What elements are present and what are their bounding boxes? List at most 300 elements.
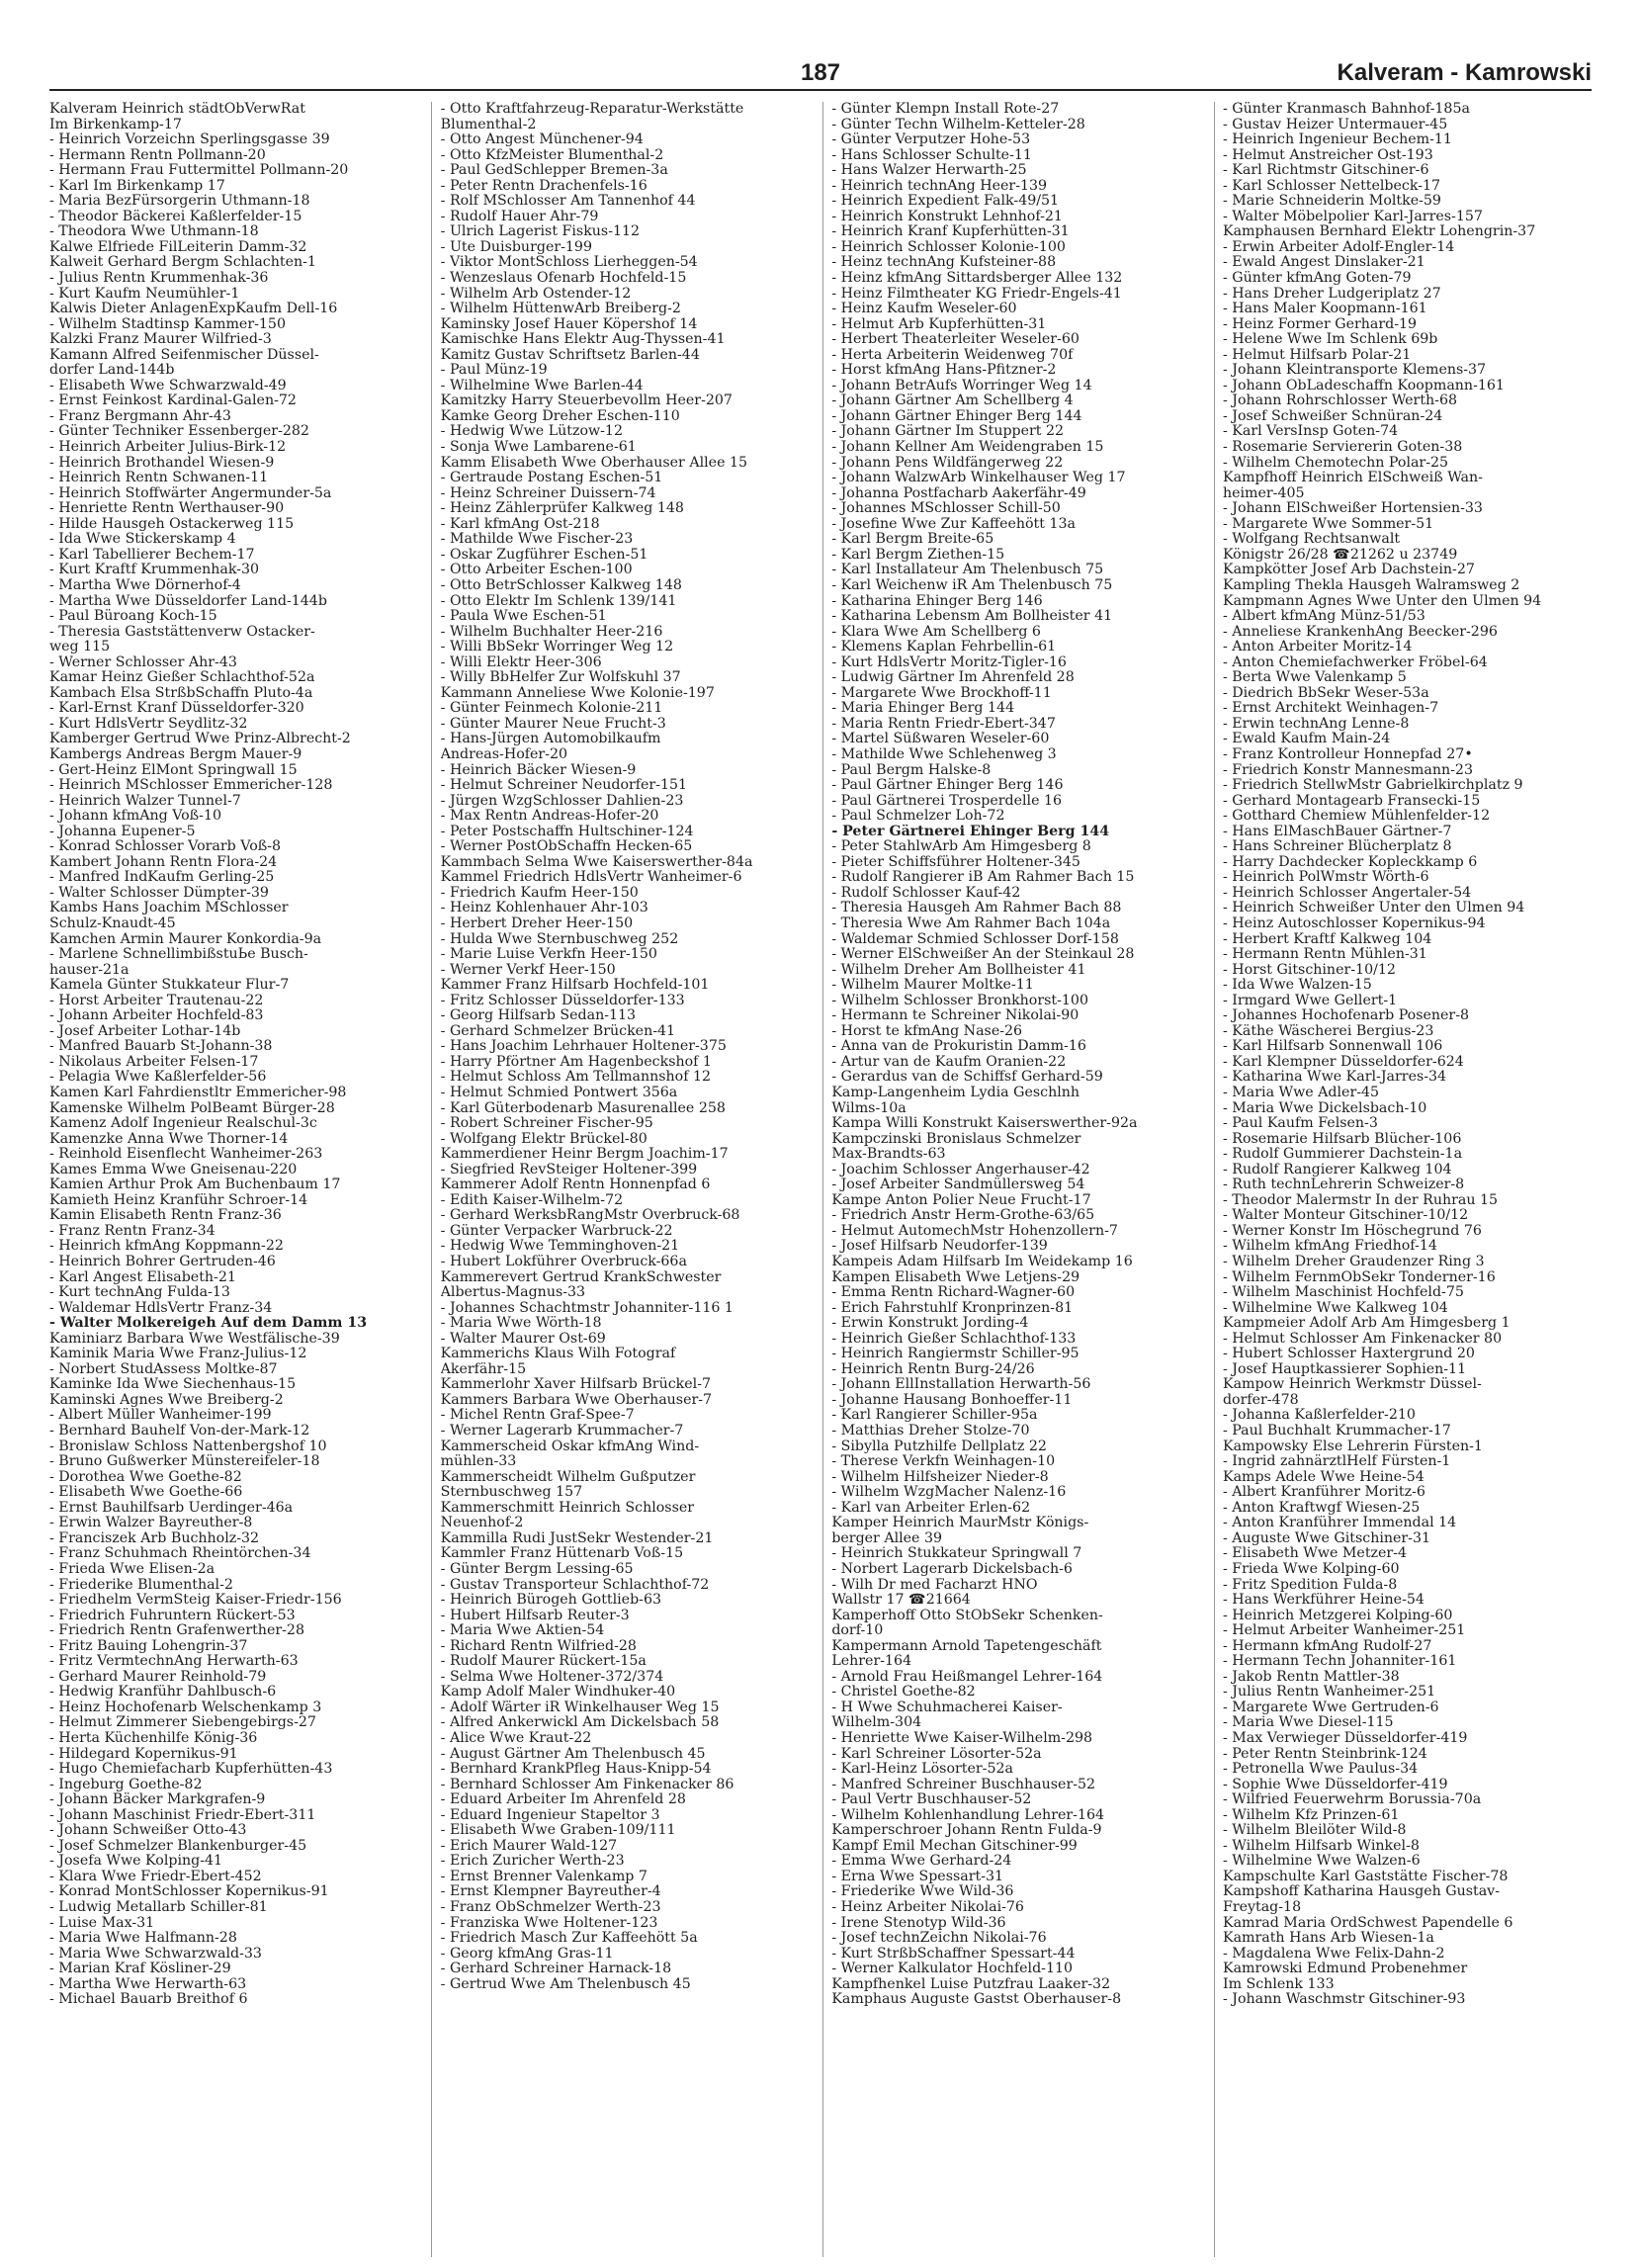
directory-entry: - Johann Bäcker Markgrafen-9 (49, 1792, 266, 1808)
directory-entry: Kaminski Agnes Wwe Breiberg-2 (49, 1392, 284, 1408)
directory-entry: - Petronella Wwe Paulus-34 (1222, 1762, 1419, 1778)
directory-entry: - Georg Hilfsarb Sedan-113 (440, 1008, 637, 1024)
directory-entry: - Heinrich Schlosser Angertaler-54 (1222, 885, 1472, 901)
directory-entry: Kammers Barbara Wwe Oberhauser-7 (440, 1392, 713, 1408)
directory-entry: berger Allee 39 (831, 1530, 943, 1546)
directory-entry: - Wilhelm HüttenwArb Breiberg-2 (440, 302, 681, 317)
directory-entry: - Paul Münz-19 (440, 363, 548, 379)
directory-entry: - Wolfgang Rechtsanwalt (1222, 532, 1401, 548)
directory-entry: - Heinrich Bürogeh Gottlieb-63 (440, 1593, 662, 1609)
directory-entry: Kamphaus Auguste Gastst Oberhauser-8 (831, 1992, 1122, 2008)
directory-entry: - Friedrich Rentn Grafenwerther-28 (49, 1623, 304, 1639)
directory-entry: - Karl Hilfsarb Sonnenwall 106 (1222, 1039, 1443, 1055)
directory-entry: - Wilhelmine Wwe Walzen-6 (1222, 1854, 1421, 1870)
directory-entry: Kambergs Andreas Bergm Mauer-9 (49, 746, 302, 762)
directory-entry: - Henriette Wwe Kaiser-Wilhelm-298 (831, 1730, 1093, 1746)
directory-entry: - Werner Lagerarb Krummacher-7 (440, 1424, 684, 1439)
directory-entry: Kammilla Rudi JustSekr Westender-21 (440, 1530, 714, 1546)
directory-entry: - Heinrich Bäcker Wiesen-9 (440, 762, 637, 778)
directory-entry: Kampschulte Karl Gaststätte Fischer-78 (1222, 1869, 1509, 1884)
page-number: 187 (800, 59, 841, 86)
directory-entry: - Emma Wwe Gerhard-24 (831, 1854, 1012, 1870)
directory-entry: - Paula Wwe Eschen-51 (440, 609, 607, 625)
directory-entry: - Günter Techniker Essenberger-282 (49, 424, 309, 440)
directory-entry: - Sophie Wwe Düsseldorfer-419 (1222, 1777, 1448, 1792)
directory-entry: - Karl Schreiner Lösorter-52a (831, 1746, 1042, 1762)
directory-entry: - Luise Max-31 (49, 1915, 155, 1931)
directory-entry: - Hermann Techn Johanniter-161 (1222, 1654, 1457, 1670)
directory-entry: - Ulrich Lagerist Fiskus-112 (440, 224, 641, 240)
directory-entry: - Wilhelm Arb Ostender-12 (440, 286, 632, 302)
directory-entry: - Helmut Zimmerer Siebengebirgs-27 (49, 1715, 316, 1731)
directory-entry: - Artur van de Kaufm Oranien-22 (831, 1054, 1067, 1070)
directory-entry: Kamrowski Edmund Probenehmer (1222, 1962, 1468, 1977)
directory-entry: - Robert Schreiner Fischer-95 (440, 1116, 653, 1132)
directory-entry: - Ida Wwe Walzen-15 (1222, 978, 1372, 994)
directory-entry: - Heinrich Konstrukt Lehnhof-21 (831, 209, 1063, 224)
directory-entry: - Johann WalzwArb Winkelhauser Weg 17 (831, 471, 1126, 486)
directory-entry: Kalweit Gerhard Bergm Schlachten-1 (49, 255, 316, 271)
directory-entry: - Franciszek Arb Buchholz-32 (49, 1530, 260, 1546)
directory-entry: - Wilhelm Hilfsheizer Nieder-8 (831, 1469, 1049, 1485)
directory-entry: - Käthe Wäscherei Bergius-23 (1222, 1023, 1434, 1039)
directory-entry: Kamar Heinz Gießer Schlachthof-52a (49, 670, 315, 686)
directory-entry: - Manfred IndKaufm Gerling-25 (49, 870, 275, 886)
directory-entry: - Diedrich BbSekr Weser-53a (1222, 685, 1429, 701)
directory-entry: - Günter Klempn Install Rote-27 (831, 102, 1060, 117)
directory-entry: Kamen Karl Fahrdienstltr Emmericher-98 (49, 1086, 347, 1100)
directory-entry: - Nikolaus Arbeiter Felsen-17 (49, 1054, 259, 1070)
directory-entry: - Jakob Rentn Mattler-38 (1222, 1669, 1400, 1685)
directory-entry: - Karl Bergm Breite-65 (831, 532, 994, 548)
directory-entry: - Adolf Wärter iR Winkelhauser Weg 15 (440, 1700, 720, 1715)
directory-entry: - Gerhard Maurer Reinhold-79 (49, 1669, 267, 1685)
directory-entry: - Auguste Wwe Gitschiner-31 (1222, 1530, 1431, 1546)
directory-entry: - Karl Weichenw iR Am Thelenbusch 75 (831, 577, 1113, 593)
directory-entry: - Anneliese KrankenhAng Beecker-296 (1222, 624, 1498, 640)
directory-entry: - Franz Schuhmach Rheintörchen-34 (49, 1546, 311, 1562)
directory-entry: - Martha Wwe Herwarth-63 (49, 1976, 247, 1992)
directory-entry: - Heinrich Expedient Falk-49/51 (831, 194, 1060, 210)
directory-entry: Kamp Adolf Maler Windhuker-40 (440, 1685, 676, 1701)
directory-entry: - Walter Möbelpolier Karl-Jarres-157 (1222, 209, 1483, 224)
directory-entry: - Friederike Wwe Wild-36 (831, 1884, 1014, 1900)
directory-entry: Kamenz Adolf Ingenieur Realschul-3c (49, 1116, 317, 1132)
directory-entry: - Helmut Arb Kupferhütten-31 (831, 316, 1047, 332)
directory-entry: - Waldemar Schmied Schlosser Dorf-158 (831, 931, 1119, 947)
directory-entry: - Hans Maler Koopmann-161 (1222, 302, 1427, 317)
directory-entry: - Heinrich Rangiermstr Schiller-95 (831, 1347, 1080, 1362)
directory-entry: - Heinrich Rentn Schwanen-11 (49, 471, 269, 486)
directory-entry: - Friedrich Konstr Mannesmann-23 (1222, 762, 1473, 778)
directory-entry: - Theresia Hausgeh Am Rahmer Bach 88 (831, 901, 1122, 916)
directory-entry: - Harry Pförtner Am Hagenbeckshof 1 (440, 1054, 712, 1070)
directory-entry: - Anna van de Prokuristin Damm-16 (831, 1039, 1086, 1055)
directory-column-4 (1223, 102, 1597, 2257)
directory-entry: - Erwin Walzer Bayreuther-8 (49, 1516, 253, 1531)
directory-entry: - Therese Verkfn Weinhagen-10 (831, 1454, 1056, 1470)
directory-entry: mühlen-33 (440, 1454, 517, 1470)
directory-entry: Lehrer-164 (831, 1654, 912, 1670)
directory-entry: - Gustav Heizer Untermauer-45 (1222, 117, 1448, 132)
directory-entry: Blumenthal-2 (440, 117, 537, 132)
directory-entry: - Anton Kranführer Immendal 14 (1222, 1516, 1457, 1531)
directory-entry: - Herbert Theaterleiter Weseler-60 (831, 332, 1080, 348)
directory-entry: - Maria Wwe Wörth-18 (440, 1316, 602, 1332)
directory-column-3 (831, 102, 1205, 2257)
directory-entry: - Günter Bergm Lessing-65 (440, 1561, 634, 1577)
directory-entry: - Johann Waschmstr Gitschiner-93 (1222, 1992, 1466, 2008)
directory-entry: Kammerevert Gertrud KrankSchwester (440, 1269, 722, 1285)
directory-entry: - Heinrich PolWmstr Wörth-6 (1222, 870, 1429, 886)
directory-entry: Kampling Thekla Hausgeh Walramsweg 2 (1222, 577, 1520, 593)
directory-entry: - Paul Gärtner Ehinger Berg 146 (831, 778, 1064, 794)
directory-entry: - Theodor Malermstr In der Ruhrau 15 (1222, 1192, 1499, 1208)
directory-entry: - Selma Wwe Holtener-372/374 (440, 1669, 664, 1685)
directory-entry: - Gustav Transporteur Schlachthof-72 (440, 1577, 710, 1593)
directory-entry: - Hans ElMaschBauer Gärtner-7 (1222, 824, 1452, 839)
directory-entry: dorfer Land-144b (49, 363, 175, 379)
directory-entry: - Heinrich Rentn Burg-24/26 (831, 1361, 1035, 1377)
directory-entry: - Wilhelm Chemotechn Polar-25 (1222, 455, 1449, 471)
directory-entry: - Karl Installateur Am Thelenbusch 75 (831, 563, 1104, 578)
directory-entry: Kamm Elisabeth Wwe Oberhauser Allee 15 (440, 455, 748, 471)
directory-entry: - Paul Schmelzer Loh-72 (831, 809, 1005, 825)
directory-entry: - Johannes Schachtmstr Johanniter-116 1 (440, 1300, 734, 1316)
directory-entry: - Bruno Gußwerker Münstereifeler-18 (49, 1454, 320, 1470)
directory-entry: Kampmeier Adolf Arb Am Himgesberg 1 (1222, 1316, 1511, 1332)
directory-entry: - Rudolf Rangierer iB Am Rahmer Bach 15 (831, 870, 1135, 886)
directory-entry: - Ingrid zahnärztlHelf Fürsten-1 (1222, 1454, 1451, 1470)
directory-entry: Kamann Alfred Seifenmischer Düssel- (49, 347, 319, 363)
directory-entry: Kamitz Gustav Schriftsetz Barlen-44 (440, 347, 700, 363)
directory-entry: hauser-21a (49, 962, 130, 978)
directory-entry: Kammerichs Klaus Wilh Fotograf (440, 1347, 676, 1362)
directory-entry: - Mathilde Wwe Fischer-23 (440, 532, 634, 548)
directory-entry: - Albert Kranführer Moritz-6 (1222, 1485, 1425, 1501)
directory-entry: - Ernst Klempner Bayreuther-4 (440, 1884, 661, 1900)
directory-entry: - Hermann Frau Futtermittel Pollmann-20 (49, 163, 349, 179)
directory-entry: - Paul Bergm Halske-8 (831, 762, 992, 778)
directory-entry: Kamela Günter Stukkateur Flur-7 (49, 978, 290, 994)
directory-entry: Kammbach Selma Wwe Kaiserswerther-84a (440, 854, 753, 870)
directory-entry: - Friedrich Kaufm Heer-150 (440, 885, 639, 901)
directory-entry: - Herbert Dreher Heer-150 (440, 916, 634, 931)
directory-entry: Kamke Georg Dreher Eschen-110 (440, 408, 680, 424)
directory-entry: Kampmann Agnes Wwe Unter den Ulmen 94 (1222, 593, 1542, 609)
directory-entry: - Otto Elektr Im Schlenk 139/141 (440, 593, 677, 609)
directory-entry: - Walter Maurer Ost-69 (440, 1331, 606, 1347)
directory-entry: - Heinz kfmAng Sittardsberger Allee 132 (831, 271, 1123, 287)
directory-entry: - Wilhelmine Wwe Barlen-44 (440, 378, 644, 393)
directory-entry: - Viktor MontSchloss Lierheggen-54 (440, 255, 698, 271)
directory-entry: - Julius Rentn Wanheimer-251 (1222, 1685, 1436, 1701)
directory-entry: Kamin Elisabeth Rentn Franz-36 (49, 1208, 282, 1224)
directory-entry: - Gerhard Montagearb Franseckі-15 (1222, 793, 1481, 809)
directory-entry: - Karl Klempner Düsseldorfer-624 (1222, 1054, 1464, 1070)
directory-entry: Neuenhof-2 (440, 1516, 524, 1531)
directory-entry: - Herta Arbeiterin Weidenweg 70f (831, 347, 1074, 363)
directory-entry: - Margarete Wwe Brockhoff-11 (831, 685, 1052, 701)
directory-entry: Kalwe Elfriede FilLeiterin Damm-32 (49, 239, 307, 255)
directory-entry: - Johannes MSchlosser Schill-50 (831, 501, 1061, 517)
directory-entry: - Rosemarie Serviererin Goten-38 (1222, 440, 1463, 456)
directory-entry: - Walter Monteur Gitschiner-10/12 (1222, 1208, 1469, 1224)
directory-entry: - Wilhelm WzgMacher Nalenz-16 (831, 1485, 1067, 1501)
directory-entry: Kaminke Ida Wwe Siechenhaus-15 (49, 1377, 297, 1393)
directory-entry: - Berta Wwe Valenkamp 5 (1222, 670, 1407, 686)
directory-entry: Kamphausen Bernhard Elektr Lohengrin-37 (1222, 224, 1536, 240)
directory-entry: - Erna Wwe Spessart-31 (831, 1869, 1004, 1884)
directory-entry: - Heinz Hochofenarb Welschenkamp 3 (49, 1700, 322, 1715)
directory-entry: - Maria Wwe Aktien-54 (440, 1623, 605, 1639)
directory-entry: Kamps Adele Wwe Heine-54 (1222, 1469, 1425, 1485)
directory-entry: - Heinz Kaufm Weseler-60 (831, 302, 1017, 317)
directory-entry: - Peter StahlwArb Am Himgesberg 8 (831, 839, 1091, 855)
directory-entry: - Wilhelm FernmObSekr Tonderner-16 (1222, 1269, 1496, 1285)
directory-entry: - Horst te kfmAng Nase-26 (831, 1023, 1023, 1039)
directory-entry: - Frieda Wwe Kolping-60 (1222, 1561, 1400, 1577)
directory-entry: Kammerer Adolf Rentn Honnenpfad 6 (440, 1178, 711, 1193)
directory-entry: - Heinz Filmtheater KG Friedr-Engels-41 (831, 286, 1122, 302)
directory-entry: - Theresia Wwe Am Rahmer Bach 104a (831, 916, 1111, 931)
directory-entry: - Hermann Rentn Mühlen-31 (1222, 947, 1427, 963)
directory-entry: - Marlene SchnellimbißstuЬe Busch- (49, 947, 308, 963)
directory-entry: Kamper Heinrich MaurMstr Königs- (831, 1516, 1089, 1531)
directory-entry: - Manfred Schreiner Buschhauser-52 (831, 1777, 1096, 1792)
directory-entry: - Fritz Bauing Lohengrin-37 (49, 1638, 248, 1654)
directory-entry: - Helmut Schloss Am Tellmannshof 12 (440, 1070, 712, 1086)
directory-entry: - Heinrich Brothandel Wiesen-9 (49, 455, 275, 471)
directory-entry: Kaminiarz Barbara Wwe Westfälische-39 (49, 1331, 340, 1347)
directory-entry: - Werner ElSchweißer An der Steinkaul 28 (831, 947, 1135, 963)
directory-entry: - Maria Ehinger Berg 144 (831, 701, 1015, 717)
directory-entry: - Rudolf Hauer Ahr-79 (440, 209, 599, 224)
directory-entry: - H Wwe Schuhmacherei Kaiser- (831, 1700, 1063, 1715)
directory-entry: - Pelagia Wwe Kaßlerfelder-56 (49, 1070, 267, 1086)
directory-entry: - Henriette Rentn Werthauser-90 (49, 501, 285, 517)
directory-entry: - Hubert Hilfsarb Reuter-3 (440, 1608, 630, 1623)
directory-entry: Albertus-Magnus-33 (440, 1285, 586, 1301)
directory-entry: - Karl Schlosser Nettelbeck-17 (1222, 178, 1441, 194)
directory-entry: heimer-405 (1222, 485, 1305, 501)
directory-entry: - Helmut Anstreicher Ost-193 (1222, 147, 1433, 163)
directory-entry: - Peter Postschaffn Hultschiner-124 (440, 824, 694, 839)
directory-entry: - Alice Wwe Kraut-22 (440, 1730, 592, 1746)
directory-entry: - Klemens Kaplan Fehrbellin-61 (831, 640, 1057, 655)
directory-entry: - Martha Wwe Düsseldorfer Land-144b (49, 593, 327, 609)
directory-entry: dorf-10 (831, 1623, 884, 1639)
directory-entry: - Gertrud Wwe Am Thelenbusch 45 (440, 1976, 691, 1992)
directory-entry: Kamberger Gertrud Wwe Prinz-Albrecht-2 (49, 732, 351, 747)
directory-entry: - Wilhelm Schlosser Bronkhorst-100 (831, 993, 1088, 1008)
directory-entry: Kammel Friedrich HdlsVertr Wanheimer-6 (440, 870, 742, 886)
directory-entry: - Arnold Frau Heißmangel Lehrer-164 (831, 1669, 1103, 1685)
directory-entry: - Franz Rentn Franz-34 (49, 1223, 216, 1239)
directory-entry: - Elisabeth Wwe Goethe-66 (49, 1485, 243, 1501)
directory-entry: - Karl Im Birkenkamp 17 (49, 178, 225, 194)
directory-entry: - Friederike Blumenthal-2 (49, 1577, 233, 1593)
directory-entry: - Horst Arbeiter Trautenau-22 (49, 993, 264, 1008)
directory-entry: - Rudolf Maurer Rückert-15a (440, 1654, 647, 1670)
directory-entry: - Erich Fahrstuhlf Kronprinzen-81 (831, 1300, 1074, 1316)
directory-entry: - Johann Gärtner Am Schellberg 4 (831, 393, 1074, 409)
directory-entry: - Rosemarie Hilfsarb Blücher-106 (1222, 1131, 1462, 1147)
directory-entry: - Hedwig Kranführ Dahlbusch-6 (49, 1685, 277, 1701)
directory-entry: - Heinz Arbeiter Nikolai-76 (831, 1899, 1024, 1915)
directory-entry: - Johanne Hausang Bonhoeffer-11 (831, 1392, 1073, 1408)
directory-entry: - Wilfried Feuerwehrm Borussia-70a (1222, 1792, 1482, 1808)
directory-entry: - Wilhelm Bleilöter Wild-8 (1222, 1823, 1407, 1839)
directory-entry: - Kurt Kaufm Neumühler-1 (49, 286, 240, 302)
directory-entry: - Ernst Architekt Weinhagen-7 (1222, 701, 1439, 717)
directory-entry: - Kurt technAng Fulda-13 (49, 1285, 230, 1301)
directory-entry: - Hugo Chemiefacharb Kupferhütten-43 (49, 1762, 333, 1778)
directory-entry: - Heinz Former Gerhard-19 (1222, 316, 1418, 332)
directory-entry: - Ernst Bauhilfsarb Uerdinger-46a (49, 1500, 294, 1516)
directory-entry: - Katharina Ehinger Berg 146 (831, 593, 1043, 609)
directory-entry: - Heinrich MSchlosser Emmericher-128 (49, 778, 333, 794)
directory-entry: - Magdalena Wwe Felix-Dahn-2 (1222, 1946, 1445, 1962)
directory-columns (49, 102, 1597, 2257)
directory-entry: - Ewald Angest Dinslaker-21 (1222, 255, 1425, 271)
directory-entry: Kampa Willi Konstrukt Kaiserswerther-92a (831, 1116, 1138, 1132)
directory-entry: Kaminsky Josef Hauer Köpershof 14 (440, 316, 698, 332)
directory-entry: Kampczinski Bronislaus Schmelzer (831, 1131, 1081, 1147)
directory-entry: - Irmgard Wwe Gellert-1 (1222, 993, 1398, 1008)
directory-entry: - Konrad Schlosser Vorarb Voß-8 (49, 839, 282, 855)
directory-entry: Kamitzky Harry Steuerbevollm Heer-207 (440, 393, 733, 409)
directory-entry: - Franz Kontrolleur Honnepfad 27• (1222, 746, 1473, 762)
page-header (49, 55, 1592, 91)
directory-entry: - Gerhard WerksbRangMstr Overbruck-68 (440, 1208, 740, 1224)
directory-entry: - Helmut Schreiner Neudorfer-151 (440, 778, 688, 794)
directory-entry: - Johann BetrAufs Worringer Weg 14 (831, 378, 1092, 393)
directory-entry: - Erich Zuricher Werth-23 (440, 1854, 625, 1870)
directory-entry: - Heinrich Kranf Kupferhütten-31 (831, 224, 1070, 240)
running-head: Kalveram - Kamrowski (1337, 59, 1592, 86)
directory-entry: - Werner Konstr Im Höschegrund 76 (1222, 1223, 1482, 1239)
directory-entry: Kamischke Hans Elektr Aug-Thyssen-41 (440, 332, 726, 348)
directory-entry: - Heinz Zählerprüfer Kalkweg 148 (440, 501, 684, 517)
directory-entry: - Hedwig Wwe Lützow-12 (440, 424, 623, 440)
directory-entry: Andreas-Hofer-20 (440, 746, 568, 762)
directory-entry: - Ludwig Gärtner Im Ährenfeld 28 (831, 670, 1075, 686)
directory-entry: - Heinrich Stukkateur Springwall 7 (831, 1546, 1082, 1562)
directory-entry: - Josef technZeichn Nikolai-76 (831, 1931, 1047, 1947)
directory-entry: - Karl-Heinz Lösorter-52a (831, 1762, 1013, 1778)
directory-entry: - Karl Rangierer Schiller-95a (831, 1408, 1038, 1424)
directory-entry: - Wilhelm Kohlenhandlung Lehrer-164 (831, 1807, 1105, 1823)
directory-entry: - Martha Wwe Dörnerhof-4 (49, 577, 241, 593)
directory-entry: Kalveram Heinrich städtObVerwRat (49, 102, 305, 117)
directory-entry: - Josefine Wwe Zur Kaffeehött 13a (831, 516, 1076, 532)
directory-entry: - Karl Bergm Ziethen-15 (831, 547, 1005, 563)
directory-entry: - Wolfgang Elektr Brückel-80 (440, 1131, 648, 1147)
directory-entry: - Rudolf Gummierer Dachstein-1a (1222, 1147, 1463, 1163)
directory-entry: - Oskar Zugführer Eschen-51 (440, 547, 648, 563)
directory-entry: - Maria Wwe Diesel-115 (1222, 1715, 1394, 1731)
directory-entry: - Franz ObSchmelzer Werth-23 (440, 1899, 661, 1915)
directory-entry: Kammerscheid Oskar kfmAng Wind- (440, 1439, 700, 1454)
directory-entry: Kalzki Franz Maurer Wilfried-3 (49, 332, 272, 348)
directory-entry: - Heinz Schreiner Duissern-74 (440, 485, 656, 501)
directory-entry: - Friedrich Masch Zur Kaffeehött 5a (440, 1931, 698, 1947)
directory-entry: Im Birkenkamp-17 (49, 117, 182, 132)
directory-entry: - Johann Gärtner Im Stuppert 22 (831, 424, 1065, 440)
directory-entry: - Werner PostObSchaffn Hecken-65 (440, 839, 693, 855)
directory-entry: - Gertraude Postang Eschen-51 (440, 471, 663, 486)
directory-entry: - Margarete Wwe Gertruden-6 (1222, 1700, 1439, 1715)
directory-entry: - Paul GedSchlepper Bremen-3a (440, 163, 668, 179)
directory-entry: - Hans Werkführer Heine-54 (1222, 1593, 1425, 1609)
directory-entry: - Bernhard Schlosser Am Finkenacker 86 (440, 1777, 734, 1792)
directory-entry: - Günter Feinmech Kolonie-211 (440, 701, 663, 717)
directory-entry: Kampermann Arnold Tapetengeschäft (831, 1638, 1102, 1654)
directory-entry: - Paul Vertr Buschhauser-52 (831, 1792, 1032, 1808)
directory-entry: - Günter Maurer Neue Frucht-3 (440, 716, 666, 732)
directory-entry: - Johann EllInstallation Herwarth-56 (831, 1377, 1091, 1393)
directory-entry: - Wilhelm Dreher Graudenzer Ring 3 (1222, 1255, 1485, 1270)
directory-entry: Kambert Johann Rentn Flora-24 (49, 854, 278, 870)
directory-column-2 (441, 102, 815, 2257)
column-divider (1214, 102, 1215, 2257)
directory-entry: - Bronislaw Schloss Nattenbergshof 10 (49, 1439, 327, 1454)
directory-entry: - Siegfried RevSteiger Holtener-399 (440, 1162, 698, 1178)
directory-entry: - Helmut Arbeiter Wanheimer-251 (1222, 1623, 1466, 1639)
directory-entry: - Christel Goethe-82 (831, 1685, 976, 1701)
directory-entry: - Richard Rentn Wilfried-28 (440, 1638, 637, 1654)
directory-entry: - Wilh Dr med Facharzt HNO (831, 1577, 1038, 1593)
directory-entry: - Josef Hauptkassierer Sophien-11 (1222, 1361, 1467, 1377)
directory-entry: - Johann kfmAng Voß-10 (49, 809, 221, 825)
directory-entry: - Johann Gärtner Ehinger Berg 144 (831, 408, 1082, 424)
directory-entry: - Hans-Jürgen Automobilkaufm (440, 732, 661, 747)
directory-entry: - Norbert StudAssess Moltke-87 (49, 1361, 278, 1377)
directory-entry: - Hulda Wwe Sternbuschweg 252 (440, 931, 679, 947)
directory-entry: - Klara Wwe Am Schellberg 6 (831, 624, 1041, 640)
directory-entry: - Hans Joachim Lehrhauer Holtener-375 (440, 1039, 727, 1055)
directory-entry: - Max Rentn Andreas-Hofer-20 (440, 809, 659, 825)
directory-entry: - Manfred Bauarb St-Johann-38 (49, 1039, 273, 1055)
directory-entry: Kammerlohr Xaver Hilfsarb Brückel-7 (440, 1377, 712, 1393)
directory-entry: Schulz-Knaudt-45 (49, 916, 176, 931)
directory-entry: - Maria Wwe Adler-45 (1222, 1086, 1380, 1100)
directory-entry: - Johanna Eupener-5 (49, 824, 196, 839)
directory-entry: Kampow Heinrich Werkmstr Düssel- (1222, 1377, 1482, 1393)
directory-entry: - Peter Gärtnerei Ehinger Berg 144 (831, 824, 1110, 839)
directory-entry: - Margarete Wwe Sommer-51 (1222, 516, 1434, 532)
directory-entry: - Hermann kfmAng Rudolf-27 (1222, 1638, 1432, 1654)
directory-entry: - Bernhard KrankPfleg Haus-Knipp-54 (440, 1762, 712, 1778)
directory-entry: - Ludwig Metallarb Schiller-81 (49, 1899, 268, 1915)
directory-entry: - Gerardus van de Schiffsf Gerhard-59 (831, 1070, 1103, 1086)
directory-entry: - Maria BezFürsorgerin Uthmann-18 (49, 194, 310, 210)
directory-entry: - Horst kfmAng Hans-Pfitzner-2 (831, 363, 1057, 379)
directory-entry: - Theresia Gaststättenverw Ostacker- (49, 624, 315, 640)
directory-entry: - Werner Verkf Heer-150 (440, 962, 616, 978)
directory-entry: - Otto BetrSchlosser Kalkweg 148 (440, 577, 682, 593)
directory-entry: - Karl Tabellierer Bechem-17 (49, 547, 255, 563)
directory-entry: - Hermann Rentn Pollmann-20 (49, 147, 266, 163)
directory-entry: - Willy BbHelfer Zur Wolfskuhl 37 (440, 670, 681, 686)
directory-entry: - Eduard Arbeiter Im Ährenfeld 28 (440, 1792, 686, 1808)
directory-entry: - Herta Küchenhilfe König-36 (49, 1730, 258, 1746)
directory-entry: - Ute Duisburger-199 (440, 239, 592, 255)
directory-entry: Kames Emma Wwe Gneisenau-220 (49, 1162, 298, 1178)
directory-entry: Kalwis Dieter AnlagenExpKaufm Dell-16 (49, 302, 338, 317)
directory-entry: Kampshoff Katharina Hausgeh Gustav- (1222, 1884, 1500, 1900)
